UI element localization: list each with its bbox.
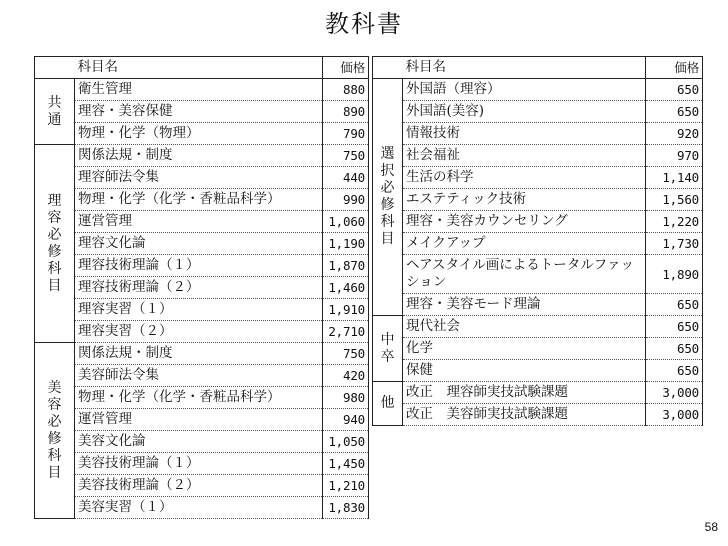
subject-name: 理容技術理論（１） — [75, 255, 323, 277]
header-price: 価格 — [323, 57, 369, 79]
table-row — [35, 409, 369, 431]
subject-price: 1,910 — [323, 299, 369, 321]
textbook-table-left — [34, 56, 369, 519]
table-row — [35, 277, 369, 299]
table-header-row — [35, 57, 369, 79]
subject-name: 化学 — [403, 338, 646, 360]
subject-name: 理容実習（２） — [75, 321, 323, 343]
subject-price: 1,450 — [323, 453, 369, 475]
table-row — [35, 299, 369, 321]
subject-price: 650 — [646, 79, 703, 101]
category-text: 共通 — [47, 94, 62, 128]
subject-price: 3,000 — [646, 404, 703, 426]
category-label — [35, 343, 75, 519]
subject-name: 関係法規・制度 — [75, 343, 323, 365]
subject-name: メイクアップ — [403, 233, 646, 255]
table-row — [35, 475, 369, 497]
header-category-cell — [35, 57, 75, 79]
subject-name: エステティック技術 — [403, 189, 646, 211]
subject-price: 1,730 — [646, 233, 703, 255]
subject-price: 650 — [646, 316, 703, 338]
subject-price: 790 — [323, 123, 369, 145]
subject-name: 美容師法令集 — [75, 365, 323, 387]
table-row — [35, 387, 369, 409]
subject-name: 理容・美容カウンセリング — [403, 211, 646, 233]
subject-name: 関係法規・制度 — [75, 145, 323, 167]
subject-price: 1,210 — [323, 475, 369, 497]
subject-price: 2,710 — [323, 321, 369, 343]
subject-name: 美容文化論 — [75, 431, 323, 453]
table-row — [373, 145, 703, 167]
subject-price: 420 — [323, 365, 369, 387]
table-row — [373, 360, 703, 382]
subject-price: 990 — [323, 189, 369, 211]
subject-name: 情報技術 — [403, 123, 646, 145]
subject-name: 物理・化学（化学・香粧品科学） — [75, 387, 323, 409]
table-row — [35, 365, 369, 387]
subject-price: 1,890 — [646, 255, 703, 294]
subject-price: 1,140 — [646, 167, 703, 189]
subject-name: 美容技術理論（１） — [75, 453, 323, 475]
table-row — [373, 382, 703, 404]
category-text: 中卒 — [380, 331, 395, 365]
header-name: 科目名 — [403, 57, 646, 79]
header-category-cell — [373, 57, 403, 79]
table-row — [373, 211, 703, 233]
category-label — [35, 145, 75, 343]
subject-name: 美容実習（１） — [75, 497, 323, 519]
subject-name: 改正 美容師実技試験課題 — [403, 404, 646, 426]
subject-price: 750 — [323, 145, 369, 167]
subject-name: 衛生管理 — [75, 79, 323, 101]
subject-name: 社会福祉 — [403, 145, 646, 167]
table-row — [35, 431, 369, 453]
table-row — [35, 453, 369, 475]
table-header-row — [373, 57, 703, 79]
table-row — [373, 233, 703, 255]
subject-name: ヘアスタイル画によるトータルファッション — [403, 255, 646, 294]
subject-price: 1,220 — [646, 211, 703, 233]
subject-name: 理容師法令集 — [75, 167, 323, 189]
table-row — [35, 167, 369, 189]
subject-name: 現代社会 — [403, 316, 646, 338]
subject-price: 1,190 — [323, 233, 369, 255]
subject-name: 物理・化学（化学・香粧品科学） — [75, 189, 323, 211]
subject-name: 生活の科学 — [403, 167, 646, 189]
table-row — [373, 404, 703, 426]
category-text: 他 — [380, 395, 395, 411]
table-row — [35, 255, 369, 277]
table-row — [373, 338, 703, 360]
subject-price: 650 — [646, 101, 703, 123]
subject-price: 920 — [646, 123, 703, 145]
table-row — [35, 343, 369, 365]
table-row — [35, 123, 369, 145]
table-row — [35, 497, 369, 519]
subject-price: 1,060 — [323, 211, 369, 233]
table-row — [373, 101, 703, 123]
table-row — [35, 101, 369, 123]
page-number: 58 — [704, 520, 718, 534]
table-row — [373, 294, 703, 316]
table-row — [35, 321, 369, 343]
table-row — [373, 189, 703, 211]
table-row — [35, 211, 369, 233]
category-label — [35, 79, 75, 145]
subject-name: 理容文化論 — [75, 233, 323, 255]
subject-price: 970 — [646, 145, 703, 167]
subject-price: 1,830 — [323, 497, 369, 519]
table-row — [35, 79, 369, 101]
category-label — [373, 79, 403, 316]
table-row — [35, 189, 369, 211]
subject-price: 1,460 — [323, 277, 369, 299]
table-row — [35, 233, 369, 255]
subject-price: 440 — [323, 167, 369, 189]
subject-name: 保健 — [403, 360, 646, 382]
header-name: 科目名 — [75, 57, 323, 79]
subject-price: 1,560 — [646, 189, 703, 211]
subject-price: 880 — [323, 79, 369, 101]
table-row — [373, 123, 703, 145]
subject-name: 美容技術理論（２） — [75, 475, 323, 497]
subject-name: 物理・化学（物理） — [75, 123, 323, 145]
subject-price: 650 — [646, 294, 703, 316]
subject-price: 650 — [646, 360, 703, 382]
subject-name: 改正 理容師実技試験課題 — [403, 382, 646, 404]
subject-price: 750 — [323, 343, 369, 365]
category-text: 美容必修科目 — [47, 379, 62, 481]
subject-name: 理容・美容モード理論 — [403, 294, 646, 316]
subject-name: 外国語（理容） — [403, 79, 646, 101]
subject-price: 940 — [323, 409, 369, 431]
category-text: 理容必修科目 — [47, 192, 62, 294]
subject-name: 理容実習（１） — [75, 299, 323, 321]
table-row — [35, 145, 369, 167]
subject-price: 650 — [646, 338, 703, 360]
subject-price: 3,000 — [646, 382, 703, 404]
category-text: 選択必修科目 — [380, 146, 395, 247]
page-title: 教科書 — [325, 10, 403, 38]
subject-name: 運営管理 — [75, 211, 323, 233]
subject-price: 980 — [323, 387, 369, 409]
subject-name: 運営管理 — [75, 409, 323, 431]
table-row — [373, 316, 703, 338]
textbook-table-right — [372, 56, 703, 426]
category-label — [373, 316, 403, 382]
subject-price: 1,870 — [323, 255, 369, 277]
subject-name: 外国語(美容) — [403, 101, 646, 123]
header-price: 価格 — [646, 57, 703, 79]
table-row — [373, 79, 703, 101]
subject-name: 理容・美容保健 — [75, 101, 323, 123]
table-row — [373, 167, 703, 189]
category-label — [373, 382, 403, 426]
subject-price: 890 — [323, 101, 369, 123]
subject-name: 理容技術理論（２） — [75, 277, 323, 299]
table-row — [373, 255, 703, 294]
subject-price: 1,050 — [323, 431, 369, 453]
